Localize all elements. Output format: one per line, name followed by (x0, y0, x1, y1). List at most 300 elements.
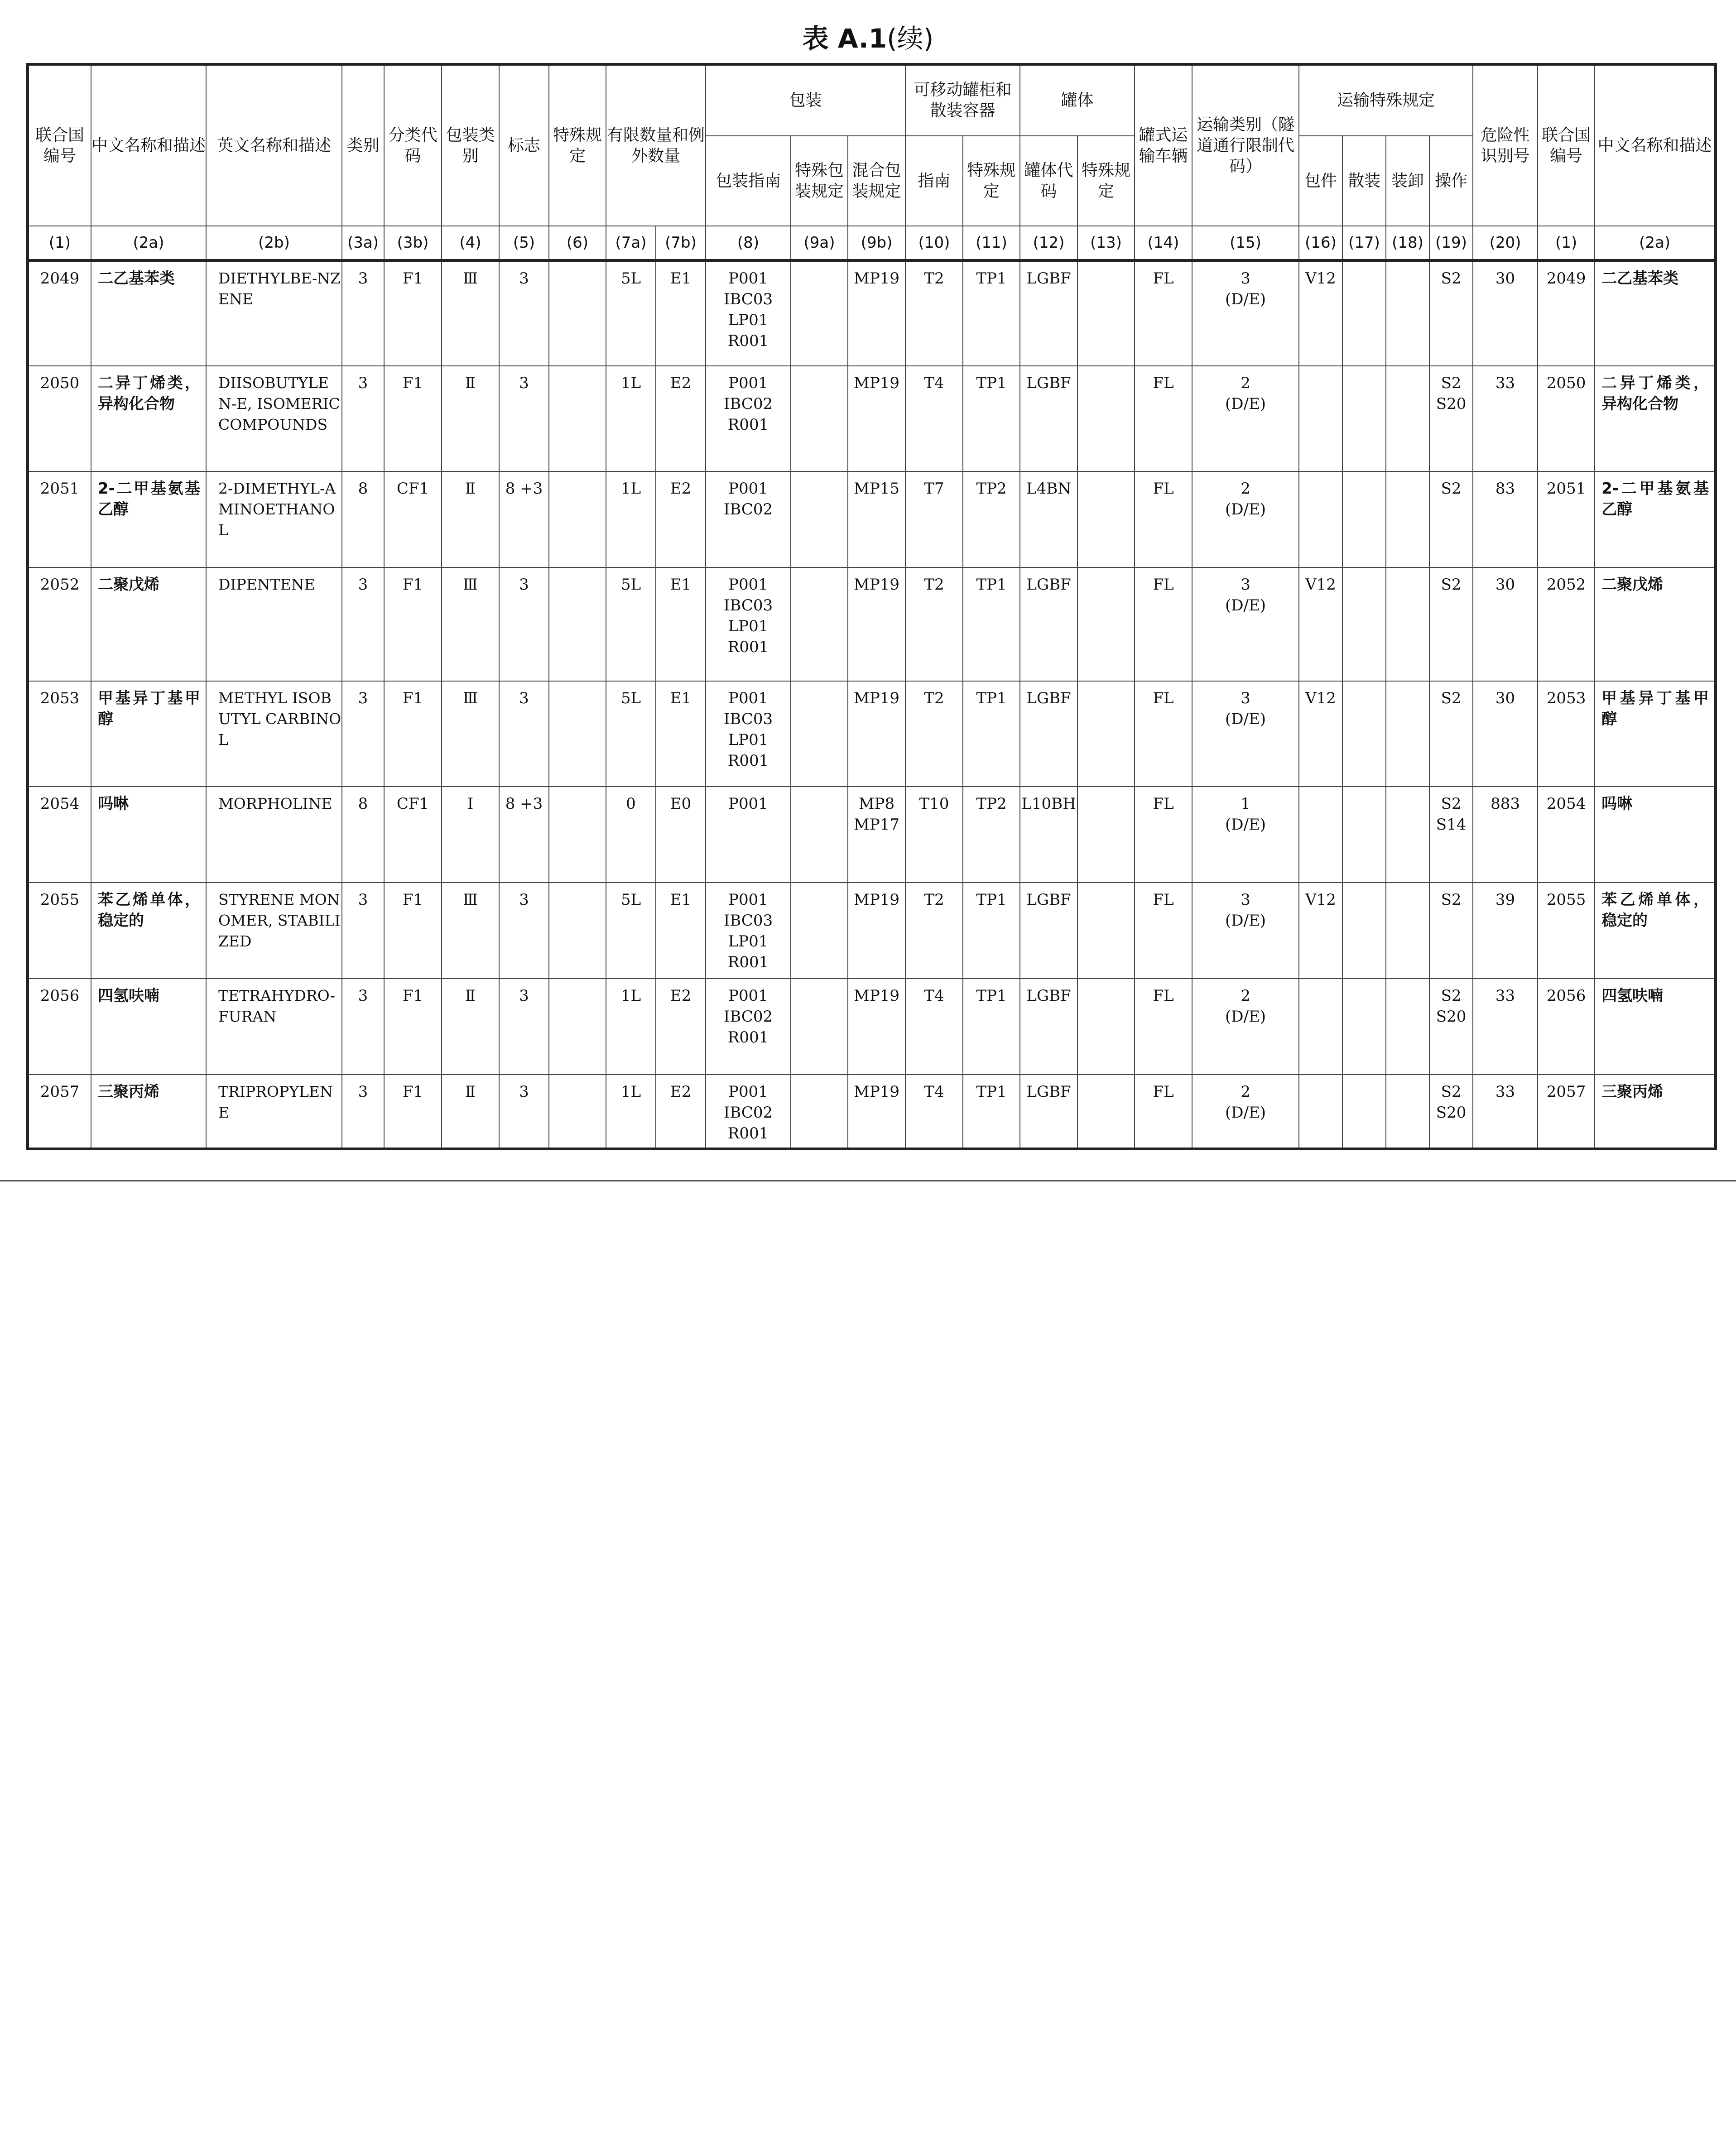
header-mixed-packing: 混合包装规定 (848, 136, 905, 226)
cell-packing-instruction (706, 471, 791, 567)
cell-line: IBC02 (723, 1104, 773, 1122)
cell-pt-special: TP1 (963, 260, 1020, 366)
cell-line: 1 (1241, 795, 1250, 813)
cell-excepted-qty: E2 (656, 366, 706, 471)
cell-packing-group: Ⅲ (442, 567, 499, 681)
cell-name-zh: 2-二甲基氨基乙醇 (91, 471, 206, 567)
cell-line: S20 (1436, 1008, 1467, 1026)
cell-bulk (1342, 260, 1386, 366)
cell-class-code: F1 (384, 260, 442, 366)
cell-line: S20 (1436, 1104, 1467, 1122)
cell-line: 2 (1241, 480, 1250, 498)
cell-hazard-id: 33 (1473, 979, 1538, 1075)
cell-excepted-qty: E1 (656, 567, 706, 681)
column-number: (1) (1538, 226, 1595, 260)
cell-labels: 3 (499, 567, 549, 681)
cell-limited-qty: 5L (606, 681, 656, 787)
cell-line: MP17 (854, 816, 899, 834)
cell-special-provisions (549, 681, 606, 787)
cell-line: (D/E) (1225, 1008, 1266, 1026)
cell-special-provisions (549, 1075, 606, 1149)
cell-bulk (1342, 681, 1386, 787)
header-un-no-right: 联合国编号 (1538, 64, 1595, 226)
cell-mixed-packing (848, 681, 905, 787)
cell-line: IBC02 (723, 395, 773, 413)
header-class: 类别 (342, 64, 384, 226)
cell-line: S2 (1441, 987, 1462, 1005)
cell-hazard-id: 30 (1473, 260, 1538, 366)
table-row (28, 979, 1716, 1075)
cell-tank-special (1077, 366, 1135, 471)
table-title-main: 表 A.1 (802, 23, 887, 54)
cell-excepted-qty: E0 (656, 787, 706, 883)
cell-line: P001 (728, 480, 768, 498)
cell-name-zh-right: 吗啉 (1595, 787, 1716, 883)
cell-line: R001 (727, 416, 769, 434)
header-limited-quantity: 有限数量和例外数量 (606, 64, 706, 226)
cell-tank-special (1077, 260, 1135, 366)
cell-line: S20 (1436, 395, 1467, 413)
cell-class-code: F1 (384, 883, 442, 979)
cell-special-provisions (549, 260, 606, 366)
cell-line: 2 (1241, 1083, 1250, 1101)
cell-transport-category (1192, 681, 1299, 787)
cell-line: 3 (1241, 689, 1250, 707)
cell-hazard-id: 30 (1473, 681, 1538, 787)
cell-line: P001 (728, 269, 768, 288)
cell-tank-code: LGBF (1020, 1075, 1077, 1149)
cell-pt-instruction: T4 (905, 1075, 963, 1149)
cell-un-no: 2049 (28, 260, 91, 366)
cell-tank-special (1077, 979, 1135, 1075)
cell-operation (1429, 567, 1473, 681)
cell-class: 3 (342, 1075, 384, 1149)
cell-class-code: CF1 (384, 471, 442, 567)
cell-name-zh: 甲基异丁基甲醇 (91, 681, 206, 787)
column-number: (2b) (206, 226, 342, 260)
table-row (28, 471, 1716, 567)
cell-excepted-qty: E1 (656, 260, 706, 366)
cell-bulk (1342, 979, 1386, 1075)
column-number: (14) (1135, 226, 1192, 260)
column-number: (10) (905, 226, 963, 260)
cell-special-provisions (549, 567, 606, 681)
bottom-rule (0, 1180, 1736, 1181)
cell-special-packing (791, 883, 848, 979)
cell-line: 3 (1241, 891, 1250, 909)
cell-mixed-packing (848, 567, 905, 681)
cell-line: LP01 (728, 617, 769, 635)
cell-limited-qty: 5L (606, 883, 656, 979)
cell-name-zh: 四氢呋喃 (91, 979, 206, 1075)
cell-transport-category (1192, 979, 1299, 1075)
cell-pt-special: TP1 (963, 1075, 1020, 1149)
cell-special-packing (791, 787, 848, 883)
cell-labels: 3 (499, 883, 549, 979)
cell-class: 3 (342, 366, 384, 471)
cell-un-no: 2055 (28, 883, 91, 979)
cell-pt-special: TP1 (963, 883, 1020, 979)
column-number: (2a) (1595, 226, 1716, 260)
cell-operation (1429, 787, 1473, 883)
cell-line: MP19 (854, 987, 899, 1005)
cell-line: IBC03 (723, 912, 773, 930)
column-number: (7b) (656, 226, 706, 260)
cell-tank-special (1077, 787, 1135, 883)
cell-loading (1386, 787, 1429, 883)
cell-hazard-id: 39 (1473, 883, 1538, 979)
header-class-code: 分类代码 (384, 64, 442, 226)
cell-line: P001 (728, 576, 768, 594)
cell-excepted-qty: E2 (656, 471, 706, 567)
cell-class: 3 (342, 979, 384, 1075)
cell-packing-group: Ⅱ (442, 366, 499, 471)
column-number: (3b) (384, 226, 442, 260)
cell-packages (1299, 1075, 1342, 1149)
cell-line: 2 (1241, 374, 1250, 392)
cell-name-zh-right: 二异丁烯类，异构化合物 (1595, 366, 1716, 471)
cell-limited-qty: 5L (606, 260, 656, 366)
cell-special-provisions (549, 787, 606, 883)
cell-limited-qty: 5L (606, 567, 656, 681)
cell-special-packing (791, 681, 848, 787)
cell-loading (1386, 1075, 1429, 1149)
cell-pt-instruction: T2 (905, 681, 963, 787)
header-hazard-id: 危险性识别号 (1473, 64, 1538, 226)
cell-line: (D/E) (1225, 395, 1266, 413)
cell-excepted-qty: E1 (656, 681, 706, 787)
cell-labels: 8 +3 (499, 787, 549, 883)
cell-loading (1386, 567, 1429, 681)
cell-name-zh: 吗啉 (91, 787, 206, 883)
cell-un-no: 2056 (28, 979, 91, 1075)
cell-limited-qty: 1L (606, 1075, 656, 1149)
cell-name-zh: 二异丁烯类，异构化合物 (91, 366, 206, 471)
cell-un-no: 2057 (28, 1075, 91, 1149)
cell-class: 3 (342, 260, 384, 366)
cell-name-zh-right: 苯乙烯单体，稳定的 (1595, 883, 1716, 979)
cell-un-no: 2050 (28, 366, 91, 471)
cell-operation (1429, 471, 1473, 567)
header-name-zh: 中文名称和描述 (91, 64, 206, 226)
cell-tank-code: LGBF (1020, 567, 1077, 681)
cell-mixed-packing (848, 883, 905, 979)
cell-name-en: TRIPROPYLENE (206, 1075, 342, 1149)
cell-bulk (1342, 471, 1386, 567)
cell-special-packing (791, 567, 848, 681)
cell-tank-vehicle: FL (1135, 366, 1192, 471)
cell-packages (1299, 787, 1342, 883)
column-number: (12) (1020, 226, 1077, 260)
cell-pt-instruction: T10 (905, 787, 963, 883)
cell-line: (D/E) (1225, 912, 1266, 930)
cell-excepted-qty: E1 (656, 883, 706, 979)
cell-un-no-right: 2057 (1538, 1075, 1595, 1149)
column-number: (17) (1342, 226, 1386, 260)
cell-special-packing (791, 260, 848, 366)
cell-labels: 3 (499, 1075, 549, 1149)
column-number: (11) (963, 226, 1020, 260)
cell-packing-instruction (706, 366, 791, 471)
cell-bulk (1342, 1075, 1386, 1149)
cell-tank-code: LGBF (1020, 883, 1077, 979)
cell-special-provisions (549, 883, 606, 979)
cell-class: 3 (342, 883, 384, 979)
table-title-continued: (续) (887, 23, 934, 54)
cell-operation (1429, 883, 1473, 979)
cell-line: S14 (1436, 816, 1467, 834)
header-tank-vehicle: 罐式运输车辆 (1135, 64, 1192, 226)
cell-transport-category (1192, 567, 1299, 681)
cell-labels: 3 (499, 260, 549, 366)
table-title (0, 17, 1736, 55)
cell-line: 3 (1241, 576, 1250, 594)
cell-pt-instruction: T2 (905, 567, 963, 681)
cell-limited-qty: 0 (606, 787, 656, 883)
cell-packages: V12 (1299, 883, 1342, 979)
cell-name-en: TETRAHYDRO-FURAN (206, 979, 342, 1075)
cell-packages (1299, 366, 1342, 471)
cell-line: S2 (1441, 689, 1462, 707)
cell-transport-category (1192, 471, 1299, 567)
cell-packing-group: Ⅱ (442, 471, 499, 567)
header-portable-tank: 可移动罐柜和散装容器 (905, 64, 1020, 136)
cell-packages: V12 (1299, 681, 1342, 787)
cell-hazard-id: 33 (1473, 366, 1538, 471)
cell-tank-vehicle: FL (1135, 1075, 1192, 1149)
cell-class-code: F1 (384, 1075, 442, 1149)
cell-pt-special: TP2 (963, 471, 1020, 567)
cell-packing-group: Ⅱ (442, 1075, 499, 1149)
cell-packing-group: I (442, 787, 499, 883)
table-row (28, 787, 1716, 883)
cell-labels: 3 (499, 366, 549, 471)
cell-class-code: CF1 (384, 787, 442, 883)
cell-name-en: STYRENE MONOMER, STABILIZED (206, 883, 342, 979)
cell-packing-instruction (706, 1075, 791, 1149)
cell-pt-instruction: T2 (905, 260, 963, 366)
cell-hazard-id: 83 (1473, 471, 1538, 567)
cell-operation (1429, 979, 1473, 1075)
cell-labels: 3 (499, 681, 549, 787)
cell-line: S2 (1441, 795, 1462, 813)
column-number: (6) (549, 226, 606, 260)
cell-hazard-id: 883 (1473, 787, 1538, 883)
cell-packages (1299, 979, 1342, 1075)
header-loading: 装卸 (1386, 136, 1429, 226)
cell-tank-code: LGBF (1020, 681, 1077, 787)
cell-packages: V12 (1299, 260, 1342, 366)
cell-un-no-right: 2053 (1538, 681, 1595, 787)
cell-un-no-right: 2051 (1538, 471, 1595, 567)
cell-pt-instruction: T4 (905, 366, 963, 471)
cell-line: IBC02 (723, 500, 773, 519)
cell-line: IBC03 (723, 596, 773, 615)
cell-line: MP19 (854, 891, 899, 909)
cell-bulk (1342, 366, 1386, 471)
table-row (28, 681, 1716, 787)
cell-tank-code: L4BN (1020, 471, 1077, 567)
cell-mixed-packing (848, 260, 905, 366)
cell-special-packing (791, 1075, 848, 1149)
cell-un-no-right: 2050 (1538, 366, 1595, 471)
cell-bulk (1342, 567, 1386, 681)
cell-loading (1386, 883, 1429, 979)
cell-operation (1429, 366, 1473, 471)
cell-un-no-right: 2056 (1538, 979, 1595, 1075)
cell-tank-special (1077, 567, 1135, 681)
cell-line: (D/E) (1225, 710, 1266, 728)
cell-limited-qty: 1L (606, 471, 656, 567)
header-packages: 包件 (1299, 136, 1342, 226)
cell-line: P001 (728, 1083, 768, 1101)
cell-hazard-id: 30 (1473, 567, 1538, 681)
cell-un-no: 2052 (28, 567, 91, 681)
cell-line: R001 (727, 953, 769, 971)
cell-packing-instruction (706, 567, 791, 681)
cell-line: (D/E) (1225, 290, 1266, 308)
cell-line: R001 (727, 752, 769, 770)
cell-name-en: 2-DIMETHYL-AMINOETHANOL (206, 471, 342, 567)
cell-line: S2 (1441, 891, 1462, 909)
cell-tank-vehicle: FL (1135, 567, 1192, 681)
cell-line: S2 (1441, 576, 1462, 594)
header-bulk: 散装 (1342, 136, 1386, 226)
cell-packing-instruction (706, 979, 791, 1075)
column-number: (7a) (606, 226, 656, 260)
column-number: (9a) (791, 226, 848, 260)
cell-pt-instruction: T4 (905, 979, 963, 1075)
cell-line: MP19 (854, 576, 899, 594)
cell-line: MP19 (854, 689, 899, 707)
header-un-no: 联合国编号 (28, 64, 91, 226)
cell-name-zh-right: 二聚戊烯 (1595, 567, 1716, 681)
cell-class: 3 (342, 567, 384, 681)
cell-packages: V12 (1299, 567, 1342, 681)
cell-loading (1386, 471, 1429, 567)
cell-packing-instruction (706, 681, 791, 787)
cell-transport-category (1192, 883, 1299, 979)
cell-name-en: MORPHOLINE (206, 787, 342, 883)
cell-name-zh: 二聚戊烯 (91, 567, 206, 681)
cell-packing-instruction (706, 787, 791, 883)
header-labels: 标志 (499, 64, 549, 226)
cell-pt-special: TP1 (963, 979, 1020, 1075)
cell-class-code: F1 (384, 567, 442, 681)
header-special-packing: 特殊包装规定 (791, 136, 848, 226)
cell-un-no: 2054 (28, 787, 91, 883)
header-packaging: 包装 (706, 64, 905, 136)
header-operation: 操作 (1429, 136, 1473, 226)
cell-name-zh: 苯乙烯单体，稳定的 (91, 883, 206, 979)
header-tank-special: 特殊规定 (1077, 136, 1135, 226)
cell-line: IBC03 (723, 710, 773, 728)
column-number-row (28, 226, 1716, 260)
cell-line: (D/E) (1225, 816, 1266, 834)
cell-un-no: 2053 (28, 681, 91, 787)
table-row (28, 366, 1716, 471)
table-body (28, 260, 1716, 1149)
cell-tank-vehicle: FL (1135, 260, 1192, 366)
column-number: (15) (1192, 226, 1299, 260)
cell-line: MP8 (858, 795, 895, 813)
header-tank-code: 罐体代码 (1020, 136, 1077, 226)
cell-name-en: DIISOBUTYLEN-E, ISOMERIC COMPOUNDS (206, 366, 342, 471)
cell-name-zh-right: 2-二甲基氨基乙醇 (1595, 471, 1716, 567)
cell-mixed-packing (848, 787, 905, 883)
cell-class-code: F1 (384, 979, 442, 1075)
cell-loading (1386, 260, 1429, 366)
cell-line: (D/E) (1225, 500, 1266, 519)
column-number: (9b) (848, 226, 905, 260)
cell-tank-code: LGBF (1020, 366, 1077, 471)
table-row (28, 260, 1716, 366)
header-special-transport: 运输特殊规定 (1299, 64, 1473, 136)
cell-line: (D/E) (1225, 1104, 1266, 1122)
cell-class-code: F1 (384, 366, 442, 471)
cell-pt-instruction: T2 (905, 883, 963, 979)
cell-line: P001 (728, 795, 768, 813)
cell-class: 8 (342, 787, 384, 883)
cell-transport-category (1192, 366, 1299, 471)
cell-pt-special: TP2 (963, 787, 1020, 883)
cell-special-packing (791, 471, 848, 567)
cell-name-zh: 二乙基苯类 (91, 260, 206, 366)
cell-bulk (1342, 883, 1386, 979)
column-number: (5) (499, 226, 549, 260)
cell-name-en: METHYL ISOBUTYL CARBINOL (206, 681, 342, 787)
cell-line: MP19 (854, 269, 899, 288)
column-number: (8) (706, 226, 791, 260)
cell-pt-special: TP1 (963, 681, 1020, 787)
cell-tank-special (1077, 681, 1135, 787)
cell-tank-code: LGBF (1020, 979, 1077, 1075)
column-number: (13) (1077, 226, 1135, 260)
cell-pt-special: TP1 (963, 366, 1020, 471)
cell-tank-code: L10BH (1020, 787, 1077, 883)
cell-line: S2 (1441, 269, 1462, 288)
table-row (28, 1075, 1716, 1149)
cell-line: S2 (1441, 1083, 1462, 1101)
cell-un-no: 2051 (28, 471, 91, 567)
column-number: (20) (1473, 226, 1538, 260)
cell-line: IBC03 (723, 290, 773, 308)
cell-special-provisions (549, 979, 606, 1075)
header-tank: 罐体 (1020, 64, 1135, 136)
column-number: (18) (1386, 226, 1429, 260)
cell-loading (1386, 979, 1429, 1075)
cell-labels: 3 (499, 979, 549, 1075)
cell-operation (1429, 260, 1473, 366)
cell-line: MP15 (854, 480, 899, 498)
cell-line: MP19 (854, 1083, 899, 1101)
cell-line: LP01 (728, 932, 769, 951)
cell-name-en: DIPENTENE (206, 567, 342, 681)
cell-limited-qty: 1L (606, 366, 656, 471)
cell-special-packing (791, 366, 848, 471)
cell-line: P001 (728, 689, 768, 707)
cell-special-packing (791, 979, 848, 1075)
cell-transport-category (1192, 1075, 1299, 1149)
cell-transport-category (1192, 787, 1299, 883)
cell-labels: 8 +3 (499, 471, 549, 567)
cell-mixed-packing (848, 366, 905, 471)
column-number: (2a) (91, 226, 206, 260)
cell-packing-instruction (706, 260, 791, 366)
cell-pt-instruction: T7 (905, 471, 963, 567)
cell-name-zh-right: 四氢呋喃 (1595, 979, 1716, 1075)
cell-bulk (1342, 787, 1386, 883)
